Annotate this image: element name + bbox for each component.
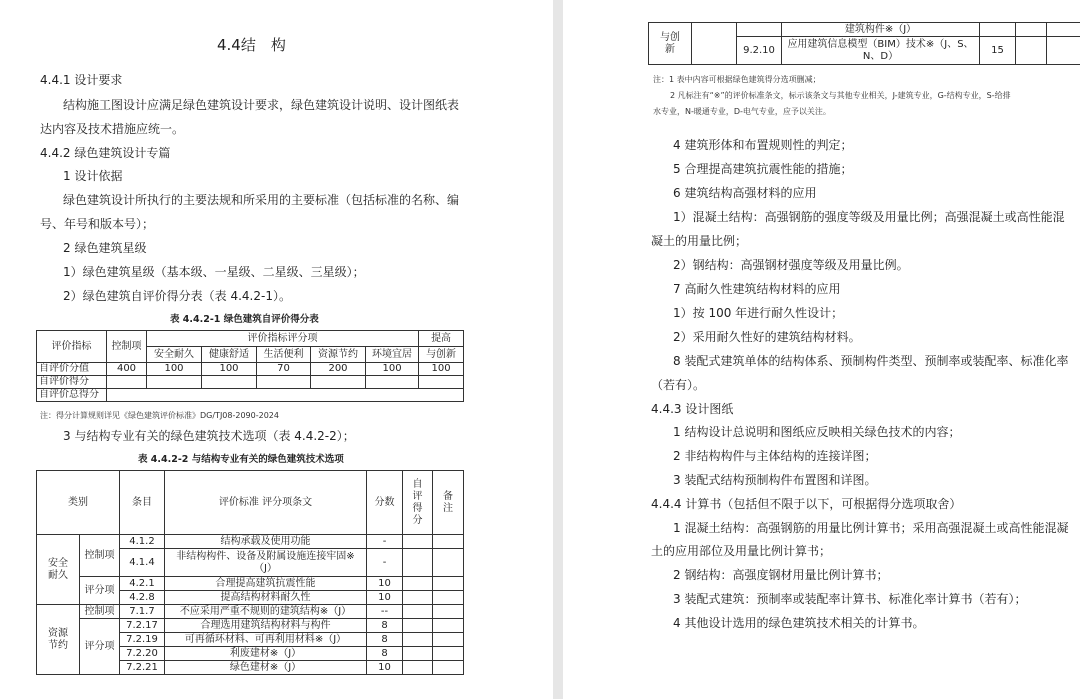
table-cell: 70 xyxy=(257,363,311,376)
table-cell xyxy=(403,577,433,591)
table-cell xyxy=(403,633,433,647)
list-item: 6 建筑结构高强材料的应用 xyxy=(673,186,817,200)
table-cell xyxy=(433,535,464,549)
heading-4-4-4: 4.4.4 计算书（包括但不限于以下，可根据得分选项取舍） xyxy=(651,497,962,511)
header-cell: 安全耐久 xyxy=(147,347,202,363)
subcategory-cell: 控制项 xyxy=(80,535,120,577)
header-cell: 类别 xyxy=(37,471,120,535)
header-cell: 评价指标 xyxy=(37,331,107,363)
table-row xyxy=(37,535,464,549)
table-cell: 10 xyxy=(367,591,403,605)
header-cell: 生活便利 xyxy=(257,347,311,363)
table-cell xyxy=(403,661,433,675)
table-cell: 合理选用建筑结构材料与构件 xyxy=(165,619,367,633)
table-cell: 7.2.17 xyxy=(120,619,165,633)
subcategory-cell: 控制项 xyxy=(80,605,120,619)
list-item: 2 非结构构件与主体结构的连接详图； xyxy=(673,449,877,463)
list-item: 2）钢结构：高强钢材强度等级及用量比例。 xyxy=(673,258,909,272)
list-item: 2 钢结构：高强度钢材用量比例计算书； xyxy=(673,568,889,582)
table-cell: 100 xyxy=(419,363,464,376)
subcategory-cell: 评分项 xyxy=(80,619,120,675)
table-cell xyxy=(1016,23,1047,37)
paragraph: 绿色建筑设计所执行的主要法规和所采用的主要标准（包括标准的名称、编 xyxy=(63,193,460,207)
list-item: 4 其他设计选用的绿色建筑技术相关的计算书。 xyxy=(673,616,925,630)
table-cell xyxy=(433,619,464,633)
table-cell: 自评价得分 xyxy=(37,376,107,389)
table-cell: 4.2.8 xyxy=(120,591,165,605)
table-cell: - xyxy=(367,535,403,549)
table-cell: 7.2.19 xyxy=(120,633,165,647)
header-cell: 提高 xyxy=(419,331,464,347)
table-cell: 400 xyxy=(107,363,147,376)
header-cell: 资源节约 xyxy=(311,347,366,363)
table-cell: 15 xyxy=(980,37,1016,65)
header-cell: 备 注 xyxy=(433,471,464,535)
table-cell: 8 xyxy=(367,633,403,647)
table-cell: 7.1.7 xyxy=(120,605,165,619)
table-cell xyxy=(433,577,464,591)
table-cell xyxy=(433,633,464,647)
table-cell xyxy=(403,535,433,549)
list-item: 1 结构设计总说明和图纸应反映相关绿色技术的内容； xyxy=(673,425,961,439)
table-cell xyxy=(1047,23,1080,37)
table-row xyxy=(37,376,464,389)
right-page xyxy=(563,0,1080,699)
table-cell xyxy=(980,23,1016,37)
subcategory-cell xyxy=(692,23,737,65)
table-cell: 自评价总得分 xyxy=(37,389,107,402)
heading-4-4-1: 4.4.1 设计要求 xyxy=(40,73,123,87)
table-cell: 100 xyxy=(366,363,419,376)
table-cell xyxy=(403,619,433,633)
category-cell: 与创 新 xyxy=(649,23,692,65)
table-cell: 提高结构材料耐久性 xyxy=(165,591,367,605)
list-item: （若有）。 xyxy=(651,378,706,392)
table-cell: - xyxy=(367,549,403,577)
table-cell: 绿色建材※（J） xyxy=(165,661,367,675)
table-cell xyxy=(403,549,433,577)
table-caption: 表 4.4.2-1 绿色建筑自评价得分表 xyxy=(170,314,319,325)
header-cell: 健康舒适 xyxy=(202,347,257,363)
list-item: 3 装配式建筑：预制率或装配率计算书、标准化率计算书（若有）； xyxy=(673,592,1027,606)
table-cell xyxy=(433,549,464,577)
table-cell: 4.1.4 xyxy=(120,549,165,577)
list-item: 1）绿色建筑星级（基本级、一星级、二星级、三星级）； xyxy=(63,265,365,279)
table-note: 注：1 表中内容可根据绿色建筑得分选项删减； xyxy=(653,75,821,84)
tech-options-table xyxy=(36,470,464,675)
table-cell: 7.2.20 xyxy=(120,647,165,661)
table-cell: 10 xyxy=(367,661,403,675)
table-cell xyxy=(107,376,147,389)
list-item: 1 设计依据 xyxy=(63,169,123,183)
list-item: 2 绿色建筑星级 xyxy=(63,241,147,255)
table-cell: 利废建材※（J） xyxy=(165,647,367,661)
paragraph: 达内容及技术措施应统一。 xyxy=(40,122,185,136)
table-cell xyxy=(147,376,202,389)
table-cell xyxy=(433,647,464,661)
table-cell xyxy=(433,605,464,619)
table-cell xyxy=(257,376,311,389)
table-cell: 可再循环材料、可再利用材料※（J） xyxy=(165,633,367,647)
table-row xyxy=(649,23,1080,37)
header-cell: 评价标准 评分项条文 xyxy=(165,471,367,535)
table-cell xyxy=(1047,37,1080,65)
table-cell: -- xyxy=(367,605,403,619)
heading-4-4-3: 4.4.3 设计图纸 xyxy=(651,402,734,416)
table-cell xyxy=(419,376,464,389)
table-cell xyxy=(403,591,433,605)
paragraph: 号、年号和版本号）； xyxy=(40,217,155,231)
table-cell: 4.1.2 xyxy=(120,535,165,549)
table-cell: 8 xyxy=(367,619,403,633)
heading-4-4-2: 4.4.2 绿色建筑设计专篇 xyxy=(40,146,171,160)
table-cell: 4.2.1 xyxy=(120,577,165,591)
list-item: 1）按 100 年进行耐久性设计； xyxy=(673,306,844,320)
score-table xyxy=(36,330,464,402)
header-cell: 控制项 xyxy=(107,331,147,363)
list-item: 4 建筑形体和布置规则性的判定； xyxy=(673,138,853,152)
table-cell xyxy=(433,591,464,605)
table-note: 水专业，N-暖通专业，D-电气专业，应予以关注。 xyxy=(653,107,831,116)
table-cell: 9.2.10 xyxy=(737,37,782,65)
tech-options-table-continued xyxy=(648,22,1080,65)
table-row xyxy=(37,577,464,591)
header-cell: 条目 xyxy=(120,471,165,535)
table-cell xyxy=(311,376,366,389)
header-cell: 自 评 得 分 xyxy=(403,471,433,535)
header-cell: 与创新 xyxy=(419,347,464,363)
table-cell xyxy=(737,23,782,37)
header-cell: 评价指标评分项 xyxy=(147,331,419,347)
table-cell: 8 xyxy=(367,647,403,661)
table-caption: 表 4.4.2-2 与结构专业有关的绿色建筑技术选项 xyxy=(138,454,344,465)
list-item: 5 合理提高建筑抗震性能的措施； xyxy=(673,162,853,176)
table-cell: 合理提高建筑抗震性能 xyxy=(165,577,367,591)
section-title: 4.4结 构 xyxy=(217,36,286,54)
table-cell xyxy=(1016,37,1047,65)
list-item: 凝土的用量比例； xyxy=(651,234,748,248)
list-item: 土的应用部位及用量比例计算书； xyxy=(651,544,832,558)
table-cell: 非结构构件、设备及附属设施连接牢固※ （J） xyxy=(165,549,367,577)
list-item: 7 高耐久性建筑结构材料的应用 xyxy=(673,282,841,296)
table-row xyxy=(37,363,464,376)
table-cell: 200 xyxy=(311,363,366,376)
table-cell: 100 xyxy=(202,363,257,376)
list-item: 2）绿色建筑自评价得分表（表 4.4.2-1）。 xyxy=(63,289,291,303)
list-item: 8 装配式建筑单体的结构体系、预制构件类型、预制率或装配率、标准化率 xyxy=(673,354,1069,368)
table-note: 2 凡标注有“※”的评价标准条文，标示该条文与其他专业相关，J-建筑专业，G-结构专业，S-给排 xyxy=(670,91,1011,100)
table-cell: 100 xyxy=(147,363,202,376)
table-cell xyxy=(403,647,433,661)
table-note: 注：得分计算规则详见《绿色建筑评价标准》DG/TJ08-2090-2024 xyxy=(40,411,279,420)
table-cell: 7.2.21 xyxy=(120,661,165,675)
table-cell: 建筑构件※（J） xyxy=(782,23,980,37)
table-cell: 不应采用严重不规则的建筑结构※（J） xyxy=(165,605,367,619)
table-cell xyxy=(403,605,433,619)
subcategory-cell: 评分项 xyxy=(80,577,120,605)
list-item: 2）采用耐久性好的建筑结构材料。 xyxy=(673,330,861,344)
paragraph: 结构施工图设计应满足绿色建筑设计要求，绿色建筑设计说明、设计图纸表 xyxy=(63,98,460,112)
table-cell xyxy=(366,376,419,389)
category-cell: 资源 节约 xyxy=(37,605,80,675)
table-cell: 10 xyxy=(367,577,403,591)
table-cell xyxy=(433,661,464,675)
list-item: 1）混凝土结构：高强钢筋的强度等级及用量比例；高强混凝土或高性能混 xyxy=(673,210,1065,224)
table-row xyxy=(37,619,464,633)
header-cell: 分数 xyxy=(367,471,403,535)
category-cell: 安全 耐久 xyxy=(37,535,80,605)
list-item: 3 装配式结构预制构件布置图和详图。 xyxy=(673,473,877,487)
table-cell xyxy=(202,376,257,389)
table-cell: 自评价分值 xyxy=(37,363,107,376)
list-item: 3 与结构专业有关的绿色建筑技术选项（表 4.4.2-2）； xyxy=(63,429,355,443)
table-cell: 结构承载及使用功能 xyxy=(165,535,367,549)
table-cell xyxy=(107,389,464,402)
list-item: 1 混凝土结构：高强钢筋的用量比例计算书；采用高强混凝土或高性能混凝 xyxy=(673,521,1069,535)
header-cell: 环境宜居 xyxy=(366,347,419,363)
table-cell: 应用建筑信息模型（BIM）技术※（J、S、 N、D） xyxy=(782,37,980,65)
table-row xyxy=(37,605,464,619)
table-row xyxy=(37,389,464,402)
